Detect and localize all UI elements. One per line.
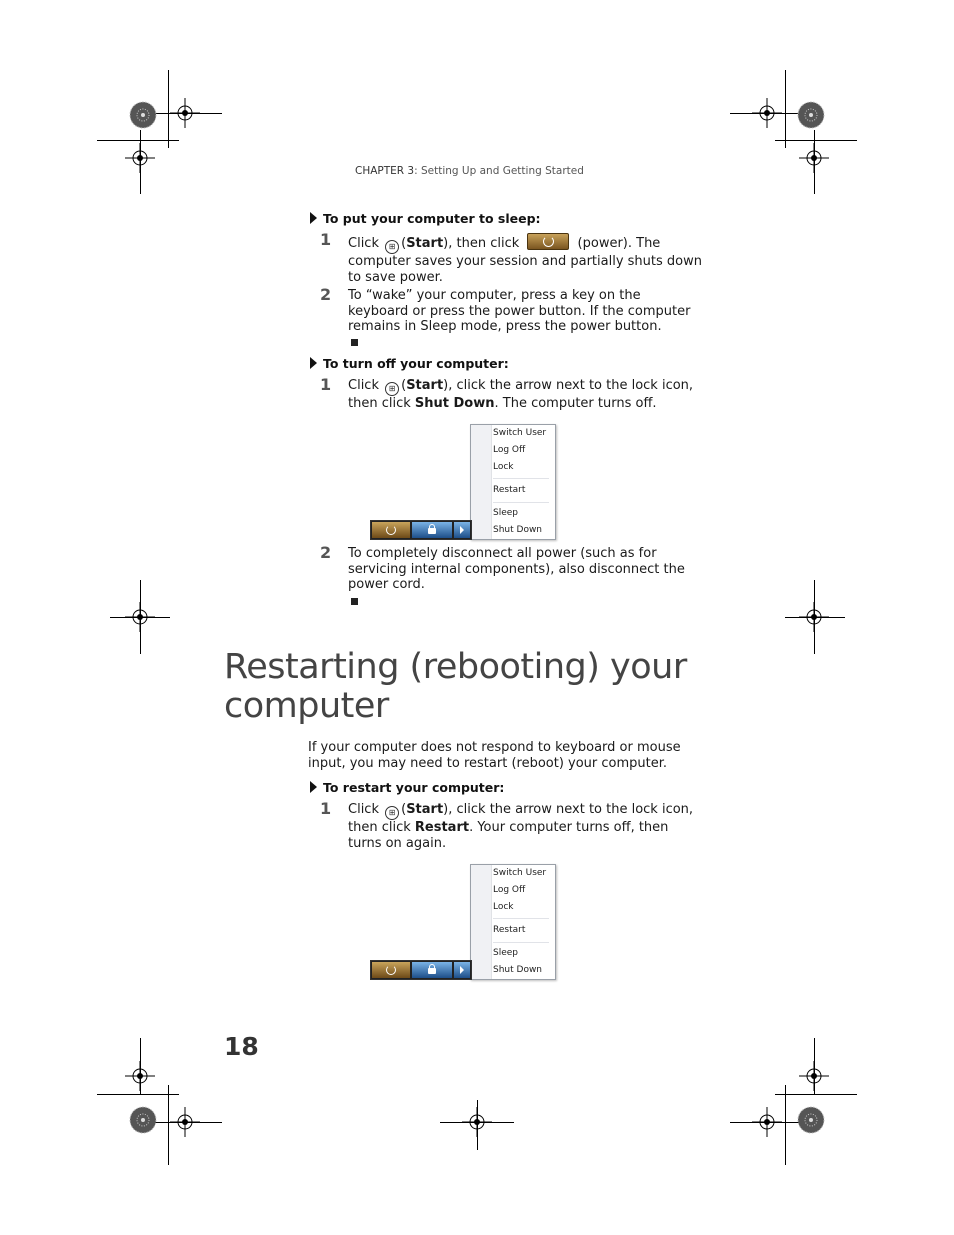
step-text-sleep-2: To “wake” your computer, press a key on the keyboard or press the power button. If the computer remains in Sleep mode, press the power button. bbox=[348, 288, 691, 334]
arrow-button[interactable] bbox=[454, 962, 470, 978]
end-of-procedure-mark bbox=[351, 598, 358, 605]
chapter-title: : Setting Up and Getting Started bbox=[414, 165, 584, 177]
section-title: Restarting (rebooting) your computer bbox=[224, 647, 687, 726]
menu-item-restart[interactable]: Restart bbox=[493, 485, 526, 495]
arrow-right-icon bbox=[460, 526, 464, 534]
triangle-bullet-icon bbox=[310, 212, 317, 224]
menu-item-switch-user[interactable]: Switch User bbox=[493, 868, 547, 878]
lock-button[interactable] bbox=[412, 962, 452, 978]
lock-button[interactable] bbox=[412, 522, 452, 538]
chapter-label: CHAPTER 3 bbox=[355, 165, 415, 177]
menu-item-sleep[interactable]: Sleep bbox=[493, 508, 519, 518]
triangle-bullet-icon bbox=[310, 357, 317, 369]
power-icon bbox=[386, 525, 396, 535]
menu-item-log-off[interactable]: Log Off bbox=[493, 885, 526, 895]
arrow-button[interactable] bbox=[454, 522, 470, 538]
menu-item-shut-down[interactable]: Shut Down bbox=[493, 965, 543, 975]
lock-icon bbox=[428, 968, 436, 974]
menu-separator bbox=[493, 918, 549, 919]
procedure-heading-turn-off: To turn off your computer: bbox=[310, 356, 509, 371]
procedure-heading-restart: To restart your computer: bbox=[310, 780, 504, 795]
registration-target-icon bbox=[752, 1107, 782, 1137]
start-menu-power-buttons bbox=[370, 520, 472, 540]
registration-target-icon bbox=[462, 1107, 492, 1137]
registration-target-icon bbox=[170, 98, 200, 128]
starburst-disc-icon bbox=[129, 1106, 157, 1134]
menu-item-shut-down[interactable]: Shut Down bbox=[493, 525, 543, 535]
section-intro: If your computer does not respond to keyboard or mouse input, you may need to restart (reboot) your computer. bbox=[308, 740, 681, 771]
lock-icon bbox=[428, 528, 436, 534]
registration-target-icon bbox=[125, 1061, 155, 1091]
step-number: 1 bbox=[320, 230, 332, 249]
start-menu-power-buttons bbox=[370, 960, 472, 980]
menu-item-restart[interactable]: Restart bbox=[493, 925, 526, 935]
starburst-disc-icon bbox=[129, 101, 157, 129]
power-button[interactable] bbox=[372, 522, 410, 538]
windows-start-icon: ⊞ bbox=[385, 806, 399, 820]
menu-item-lock[interactable]: Lock bbox=[493, 902, 514, 912]
arrow-right-icon bbox=[460, 966, 464, 974]
menu-item-log-off[interactable]: Log Off bbox=[493, 445, 526, 455]
registration-target-icon bbox=[125, 602, 155, 632]
procedure-heading-sleep: To put your computer to sleep: bbox=[310, 211, 541, 226]
registration-target-icon bbox=[752, 98, 782, 128]
triangle-bullet-icon bbox=[310, 781, 317, 793]
step-text-restart-1: Click ⊞ (Start), click the arrow next to the lock icon, then click Restart. Your computer turns off, then turns on again. bbox=[348, 802, 694, 851]
running-header bbox=[355, 165, 584, 177]
step-text-sleep-1: Click ⊞ (Start), then click (power). The computer saves your session and partially shuts down to save power. bbox=[348, 233, 703, 285]
end-of-procedure-mark bbox=[351, 339, 358, 346]
shutdown-menu bbox=[470, 864, 556, 980]
registration-target-icon bbox=[170, 1107, 200, 1137]
windows-start-icon: ⊞ bbox=[385, 240, 399, 254]
menu-separator bbox=[493, 942, 549, 943]
starburst-disc-icon bbox=[797, 1106, 825, 1134]
step-number: 1 bbox=[320, 375, 332, 394]
menu-item-lock[interactable]: Lock bbox=[493, 462, 514, 472]
menu-item-sleep[interactable]: Sleep bbox=[493, 948, 519, 958]
step-number: 2 bbox=[320, 285, 332, 304]
shutdown-menu-figure bbox=[370, 424, 560, 542]
step-text-turn-off-1: Click ⊞ (Start), click the arrow next to the lock icon, then click Shut Down. The computer turns off. bbox=[348, 378, 694, 411]
registration-target-icon bbox=[799, 1061, 829, 1091]
step-text-turn-off-2: To completely disconnect all power (such as for servicing internal components), also disconnect the power cord. bbox=[348, 546, 685, 592]
step-number: 2 bbox=[320, 543, 332, 562]
starburst-disc-icon bbox=[797, 101, 825, 129]
windows-start-icon: ⊞ bbox=[385, 382, 399, 396]
power-button-icon bbox=[527, 233, 569, 250]
shutdown-menu bbox=[470, 424, 556, 540]
registration-target-icon bbox=[799, 143, 829, 173]
page-number: 18 bbox=[224, 1032, 259, 1061]
registration-target-icon bbox=[799, 602, 829, 632]
menu-item-switch-user[interactable]: Switch User bbox=[493, 428, 547, 438]
power-icon bbox=[386, 965, 396, 975]
step-number: 1 bbox=[320, 799, 332, 818]
menu-separator bbox=[493, 478, 549, 479]
power-button[interactable] bbox=[372, 962, 410, 978]
shutdown-menu-figure bbox=[370, 864, 560, 982]
registration-target-icon bbox=[125, 143, 155, 173]
menu-separator bbox=[493, 502, 549, 503]
